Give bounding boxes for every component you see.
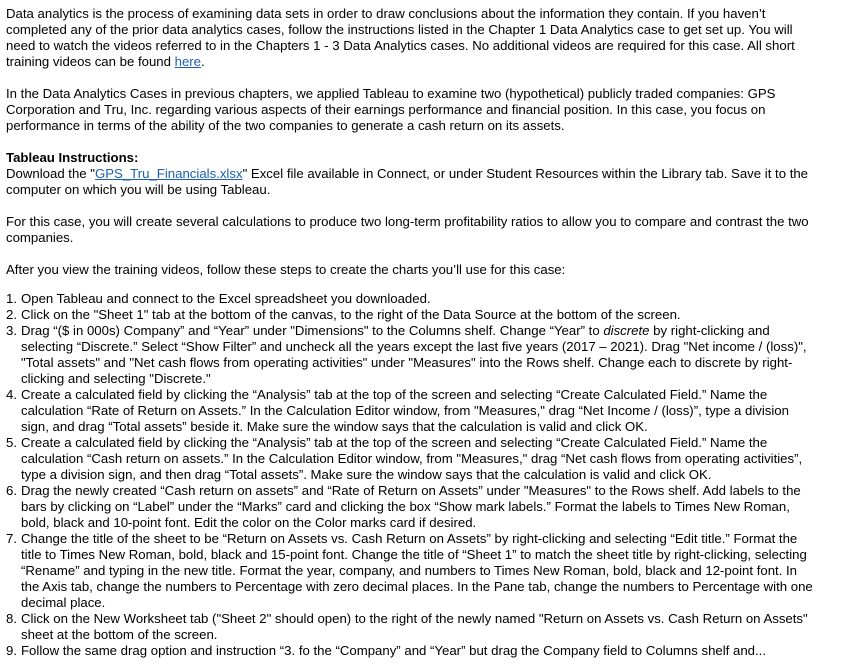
step-text: Create a calculated field by clicking the “Analysis” tab at the top of the screen and selecting “Create Calculated Field.” Name the calculation “Cash return on assets.” In the Calculation Editor window, from "Measures," drag “Net cash flows from operating activities”, type a division sign, and then drag “Total assets”. Make sure the window says that the calculation is valid and click OK. xyxy=(21,435,803,482)
step-text: Drag the newly created “Cash return on assets” and “Rate of Return on Assets” under "Measures" to the Rows shelf. Add labels to the bars by clicking on “Label” under the “Marks” card and clicking the box “Show mark labels.” Format the labels to Times New Roman, bold, black and 10-point font. Edit the color on the Color marks card if desired. xyxy=(21,483,801,530)
step-number: 1. xyxy=(6,291,17,306)
list-item xyxy=(6,643,817,659)
list-item xyxy=(6,307,817,323)
training-videos-link[interactable]: here xyxy=(174,54,202,69)
step-number: 6. xyxy=(6,483,17,498)
list-item xyxy=(6,387,817,435)
context-paragraph: In the Data Analytics Cases in previous chapters, we applied Tableau to examine two (hypothetical) publicly traded companies: GPS Corporation and Tru, Inc. regarding various aspects of their earnings performance and financial position. In this case, you focus on performance in terms of the ability of the two companies to generate a cash return on its assets. xyxy=(6,86,776,133)
step-text: Follow the same drag option and instruction “3. fo the “Company” and “Year” but drag the Company field to Columns shelf and... xyxy=(21,643,767,658)
intro-text: Data analytics is the process of examining data sets in order to draw conclusions about the information they contain. If you haven’t completed any of the prior data analytics cases, follow the instructions listed in the Chapter 1 Data Analytics case to get set up. You will need to watch the videos referred to in the Chapters 1 - 3 Data Analytics cases. No additional videos are required for this case. All short training videos can be found xyxy=(6,6,795,69)
download-text-end: " Excel file available in Connect, or under Student Resources within the Library tab. Save it to the computer on which you will be using Tableau. xyxy=(6,166,809,197)
step-text-part: by right-clicking and selecting “Discrete.” Select “Show Filter” and uncheck all the years except the last five years (2017 – 2021). Drag "Net income / (loss)", "Total assets" and "Net cash flows from operating activities" under "Measures" into the Rows shelf. Change each to discrete by right-clicking and selecting "Discrete." xyxy=(21,323,807,386)
step-italic-text: discrete xyxy=(603,323,650,338)
intro-text-end: . xyxy=(201,54,205,69)
step-text: Change the title of the sheet to be “Return on Assets vs. Cash Return on Assets” by right-clicking and selecting “Edit title.” Format the title to Times New Roman, bold, black and 15-point font. Change the title of “Sheet 1” to match the sheet title by right-clicking, selecting “Rename” and typing in the new title. Format the year, company, and numbers to Times New Roman, bold, black and 12-point font. In the Axis tab, change the numbers to Percentage with zero decimal places. In the Pane tab, change the numbers to Percentage with one decimal place. xyxy=(21,531,813,610)
steps-list xyxy=(6,291,817,659)
step-text-part: Drag “($ in 000s) Company” and “Year” under "Dimensions" to the Columns shelf. Change “Year” to xyxy=(21,323,604,338)
step-text: Open Tableau and connect to the Excel spreadsheet you downloaded. xyxy=(21,291,431,306)
step-text: Click on the "Sheet 1" tab at the bottom of the canvas, to the right of the Data Source at the bottom of the screen. xyxy=(21,307,681,322)
list-item xyxy=(6,291,817,307)
steps-intro-paragraph: After you view the training videos, follow these steps to create the charts you’ll use for this case: xyxy=(6,262,566,277)
tableau-instructions xyxy=(6,150,817,198)
step-number: 9. xyxy=(6,643,17,658)
step-text: Create a calculated field by clicking the “Analysis” tab at the top of the screen and selecting “Create Calculated Field.” Name the calculation “Rate of Return on Assets.” In the Calculation Editor window, from "Measures," drag “Net Income / (loss)”, type a division sign, and drag “Total assets” beside it. Make sure the window says that the calculation is valid and click OK. xyxy=(21,387,789,434)
list-item xyxy=(6,611,817,643)
excel-file-link[interactable]: GPS_Tru_Financials.xlsx xyxy=(95,166,243,181)
list-item xyxy=(6,531,817,611)
step-number: 4. xyxy=(6,387,17,402)
step-number: 3. xyxy=(6,323,17,338)
step-text: Click on the New Worksheet tab ("Sheet 2" should open) to the right of the newly named "Return on Assets vs. Cash Return on Assets" sheet at the bottom of the screen. xyxy=(21,611,808,642)
step-number: 2. xyxy=(6,307,17,322)
step-number: 7. xyxy=(6,531,17,546)
step-number: 5. xyxy=(6,435,17,450)
list-item xyxy=(6,323,817,387)
case-paragraph: For this case, you will create several calculations to produce two long-term profitability ratios to allow you to compare and contrast the two companies. xyxy=(6,214,809,245)
step-number: 8. xyxy=(6,611,17,626)
list-item xyxy=(6,483,817,531)
tableau-instructions-heading: Tableau Instructions: xyxy=(6,150,139,165)
intro-paragraph xyxy=(6,6,817,70)
download-text: Download the " xyxy=(6,166,95,181)
list-item xyxy=(6,435,817,483)
step-text xyxy=(21,323,807,386)
